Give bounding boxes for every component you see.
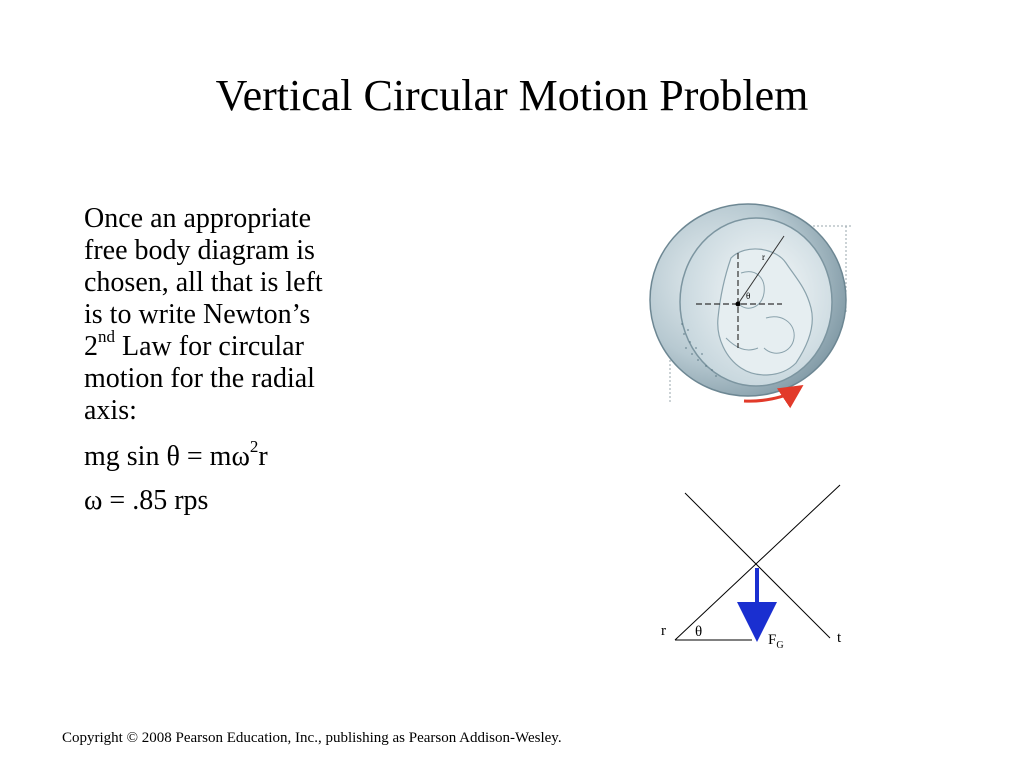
copyright-footer: Copyright © 2008 Pearson Education, Inc., publishing as Pearson Addison-Wesley. bbox=[62, 730, 562, 746]
paragraph-line: is to write Newton’s bbox=[84, 299, 311, 330]
radius-label: r bbox=[762, 252, 765, 262]
angle-label: θ bbox=[746, 291, 751, 301]
radial-label: r bbox=[661, 623, 666, 639]
paragraph-line: Law for circular bbox=[115, 331, 304, 362]
equation-lhs: mg sin θ = mω bbox=[84, 441, 250, 472]
center-point bbox=[736, 302, 741, 307]
explanation-paragraph bbox=[84, 203, 404, 427]
angle-label: θ bbox=[695, 624, 703, 640]
gravity-force-label: $F_G$ bbox=[768, 632, 784, 651]
slide-title: Vertical Circular Motion Problem bbox=[215, 71, 809, 120]
ordinal-suffix: nd bbox=[98, 326, 115, 346]
ordinal-number: 2 bbox=[84, 331, 98, 362]
paragraph-line: free body diagram is bbox=[84, 235, 315, 266]
paragraph-line: motion for the radial bbox=[84, 363, 315, 394]
equation-angular-speed: ω = .85 rps bbox=[84, 485, 209, 516]
body-text bbox=[84, 203, 404, 529]
paragraph-line: Once an appropriate bbox=[84, 203, 311, 234]
equation-force-balance bbox=[84, 436, 404, 473]
free-body-diagram bbox=[640, 478, 870, 658]
rotor-illustration bbox=[646, 198, 856, 413]
paragraph-line: axis: bbox=[84, 395, 137, 426]
tangential-label: t bbox=[837, 630, 842, 646]
paragraph-line: chosen, all that is left bbox=[84, 267, 323, 298]
equation-exponent: 2 bbox=[249, 436, 259, 456]
equation-rhs: r bbox=[258, 441, 268, 472]
